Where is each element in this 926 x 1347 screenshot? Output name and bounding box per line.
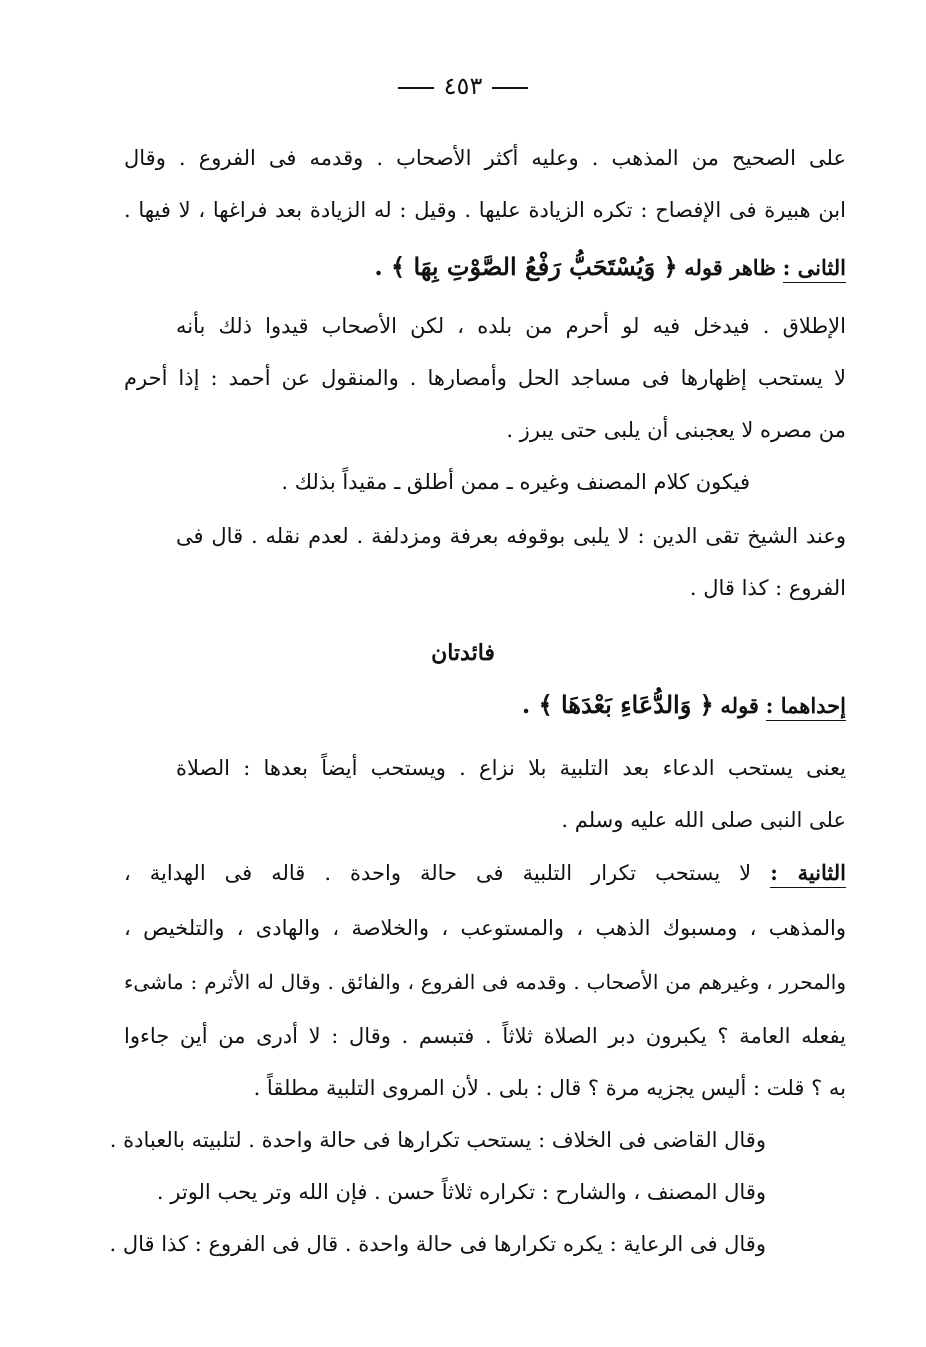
quranic-quote-raise-voice: ﴿ وَيُسْتَحَبُّ رَفْعُ الصَّوْتِ بِهَا ﴾ . bbox=[374, 252, 678, 281]
text-line-4-text: الإطلاق . فيدخل فيه لو أحرم من بلده ، لكن الأصحاب قيدوا ذلك بأنه bbox=[176, 314, 846, 338]
text-line-5 bbox=[124, 366, 846, 390]
text-line-17-text: به ؟ قلت : أليس يجزيه مرة ؟ قال : بلى . لأن المروى التلبية مطلقاً . bbox=[253, 1076, 846, 1100]
text-line-6 bbox=[124, 418, 846, 442]
text-line-18-text: وقال القاضى فى الخلاف : يستحب تكرارها فى حالة واحدة . لتلبيته بالعبادة . bbox=[109, 1128, 766, 1152]
text-line-11 bbox=[176, 756, 846, 780]
text-line-2 bbox=[124, 198, 846, 222]
heading-first-of-two: إحداهما : bbox=[766, 693, 846, 721]
heading-first-intro: قوله bbox=[720, 693, 759, 718]
text-line-2-text: ابن هبيرة فى الإفصاح : تكره الزيادة عليها . وقيل : له الزيادة بعد فراغها ، لا فيها . bbox=[124, 198, 846, 222]
text-line-7 bbox=[150, 470, 750, 494]
text-line-10 bbox=[124, 690, 846, 719]
quranic-quote-supplication: ﴿ وَالدُّعَاءِ بَعْدَهَا ﴾ . bbox=[521, 690, 714, 719]
text-line-7-text: فيكون كلام المصنف وغيره ـ ممن أطلق ـ مقيداً بذلك . bbox=[281, 470, 750, 494]
page-number-dash-left bbox=[398, 87, 434, 89]
text-line-8 bbox=[176, 524, 846, 548]
heading-second-benefit: الثانية : bbox=[770, 860, 846, 888]
page-number-text: ٤٥٣ bbox=[443, 72, 483, 100]
text-line-9-text: الفروع : كذا قال . bbox=[689, 576, 846, 600]
text-line-1-text: على الصحيح من المذهب . وعليه أكثر الأصحاب . وقدمه فى الفروع . وقال bbox=[124, 146, 846, 170]
text-line-16 bbox=[124, 1024, 846, 1048]
text-line-19 bbox=[146, 1180, 766, 1204]
section-title-two-benefits: فائدتان bbox=[431, 640, 495, 666]
text-line-14-text: والمذهب ، ومسبوك الذهب ، والمستوعب ، والخلاصة ، والهادى ، والتلخيص ، bbox=[124, 916, 846, 940]
text-line-4 bbox=[176, 314, 846, 338]
text-line-8-text: وعند الشيخ تقى الدين : لا يلبى بوقوفه بعرفة ومزدلفة . لعدم نقله . قال فى bbox=[176, 524, 846, 548]
heading-second: الثانى : bbox=[783, 255, 846, 283]
text-line-17 bbox=[124, 1076, 846, 1100]
text-line-20 bbox=[109, 1232, 766, 1256]
text-line-9 bbox=[124, 576, 846, 600]
text-line-18 bbox=[109, 1128, 766, 1152]
text-line-13-text: لا يستحب تكرار التلبية فى حالة واحدة . قاله فى الهداية ، bbox=[124, 861, 752, 885]
text-line-6-text: من مصره لا يعجبنى أن يلبى حتى يبرز . bbox=[506, 418, 846, 442]
heading-second-intro: ظاهر قوله bbox=[684, 255, 776, 280]
page-number bbox=[0, 72, 926, 100]
text-line-5-text: لا يستحب إظهارها فى مساجد الحل وأمصارها . والمنقول عن أحمد : إذا أحرم bbox=[124, 366, 846, 390]
page-number-dash-right bbox=[492, 87, 528, 89]
text-line-13 bbox=[124, 860, 846, 885]
text-line-12-text: على النبى صلى الله عليه وسلم . bbox=[561, 808, 846, 832]
text-line-14 bbox=[124, 916, 846, 940]
text-line-15 bbox=[124, 970, 846, 994]
text-line-19-text: وقال المصنف ، والشارح : تكراره ثلاثاً حسن . فإن الله وتر يحب الوتر . bbox=[156, 1180, 766, 1204]
text-line-1 bbox=[124, 146, 846, 170]
text-line-12 bbox=[124, 808, 846, 832]
text-line-16-text: يفعله العامة ؟ يكبرون دبر الصلاة ثلاثاً . فتبسم . وقال : لا أدرى من أين جاءوا bbox=[124, 1024, 846, 1048]
text-line-20-text: وقال فى الرعاية : يكره تكرارها فى حالة واحدة . قال فى الفروع : كذا قال . bbox=[109, 1232, 766, 1256]
text-line-11-text: يعنى يستحب الدعاء بعد التلبية بلا نزاع . ويستحب أيضاً بعدها : الصلاة bbox=[176, 756, 846, 780]
text-line-3 bbox=[124, 252, 846, 281]
text-line-15-text: والمحرر ، وغيرهم من الأصحاب . وقدمه فى الفروع ، والفائق . وقال له الأثرم : ماشىء bbox=[124, 970, 846, 994]
